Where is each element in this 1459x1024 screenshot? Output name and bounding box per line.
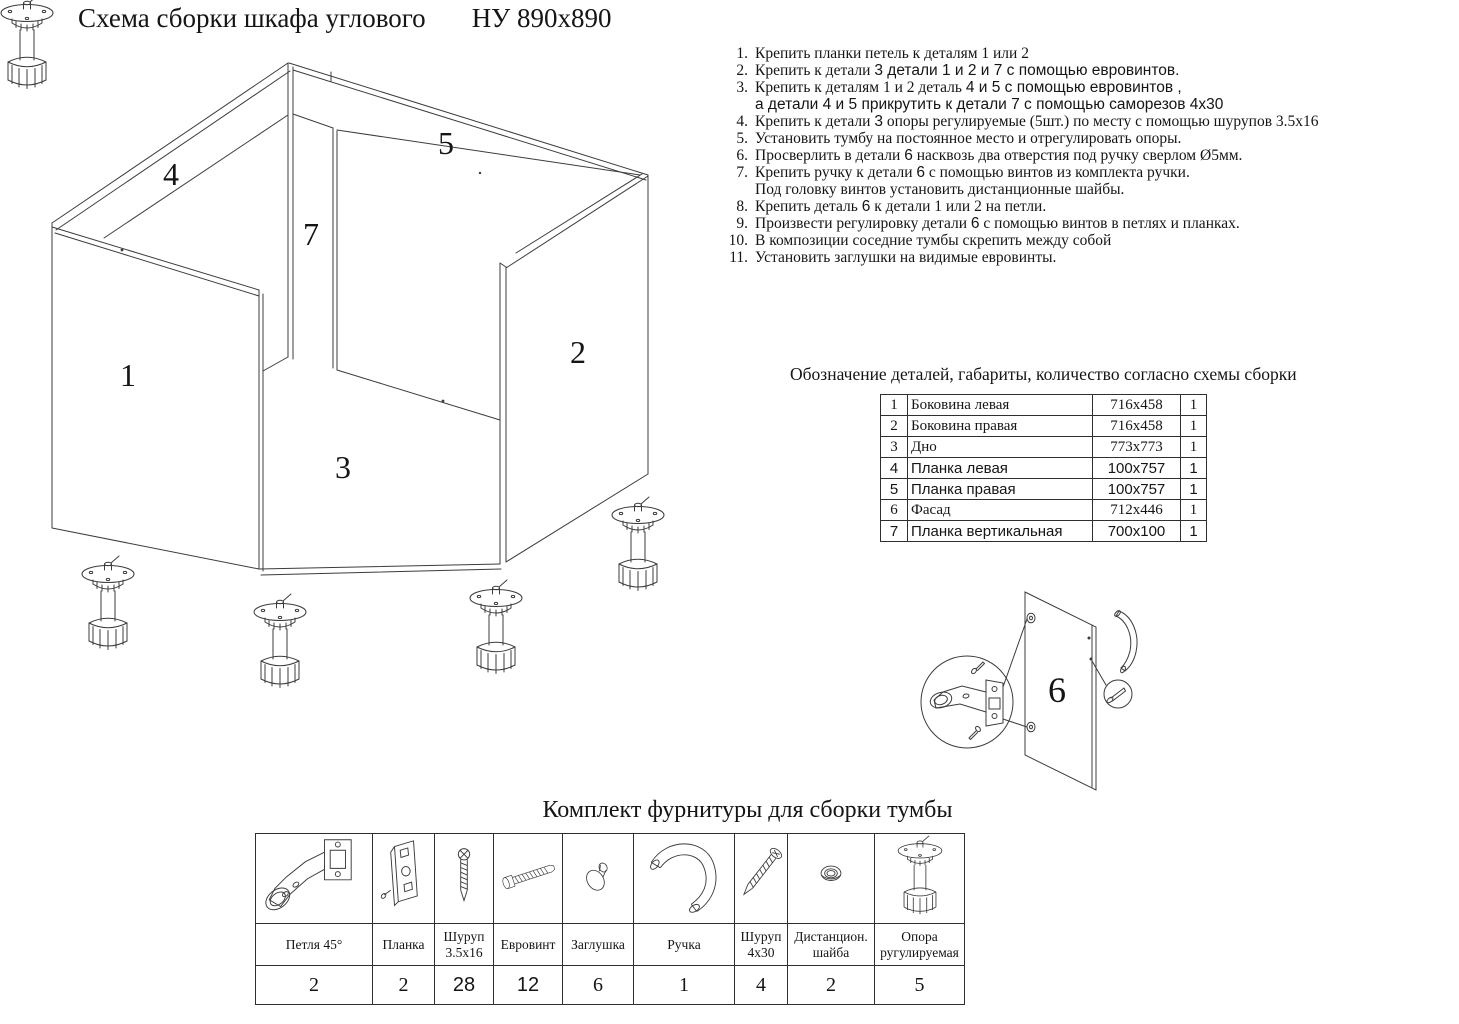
parts-size-cell: 773х773 bbox=[1093, 437, 1181, 458]
instruction-text: Крепить планки петель к деталям 1 или 2 bbox=[755, 45, 1029, 62]
parts-table-row bbox=[881, 500, 1207, 521]
parts-name-cell: Боковина левая bbox=[908, 395, 1093, 416]
parts-size-cell: 700х100 bbox=[1093, 521, 1181, 542]
fitting-count: 28 bbox=[435, 966, 494, 1005]
plank-left-lines bbox=[52, 63, 290, 238]
instruction-item bbox=[718, 147, 1458, 164]
instruction-text: Произвести регулировку детали 6 с помощью винтов в петлях и планках. bbox=[755, 215, 1240, 232]
adjustable-foot-icon bbox=[82, 556, 134, 650]
instruction-number bbox=[718, 181, 748, 198]
parts-qty-cell: 1 bbox=[1181, 521, 1207, 542]
parts-table-row bbox=[881, 416, 1207, 437]
instruction-item bbox=[718, 96, 1458, 113]
instruction-number: 7. bbox=[736, 164, 748, 181]
door-part-label-6: 6 bbox=[1048, 670, 1066, 710]
instruction-number: 3. bbox=[736, 79, 748, 96]
screw-4x30-icon bbox=[735, 834, 788, 924]
hinge-detail-balloon bbox=[921, 619, 1027, 748]
instruction-item bbox=[718, 164, 1458, 181]
parts-qty-cell: 1 bbox=[1181, 437, 1207, 458]
parts-size-cell: 100х757 bbox=[1093, 479, 1181, 500]
fitting-count: 12 bbox=[494, 966, 563, 1005]
fitting-label: Шуруп 3.5х16 bbox=[435, 924, 494, 966]
parts-name-cell: Планка левая bbox=[908, 458, 1093, 479]
instruction-text: Под головку винтов установить дистанционные шайбы. bbox=[755, 181, 1125, 198]
adjustable-foot-icon bbox=[470, 580, 522, 674]
parts-qty-cell: 1 bbox=[1181, 395, 1207, 416]
page-title-model: НУ 890х890 bbox=[471, 3, 612, 33]
adjustable-foot-icon bbox=[875, 834, 965, 924]
parts-num-cell: 5 bbox=[881, 479, 908, 500]
leader-line bbox=[1092, 661, 1106, 685]
fitting-count: 6 bbox=[563, 966, 634, 1005]
instruction-item bbox=[718, 62, 1458, 79]
parts-table-row bbox=[881, 395, 1207, 416]
fitting-label: Планка bbox=[373, 924, 435, 966]
fitting-count: 2 bbox=[256, 966, 373, 1005]
instruction-item bbox=[718, 215, 1458, 232]
plank-right-lines bbox=[289, 63, 648, 180]
instruction-text: Просверлить в детали 6 насквозь два отверстия под ручку сверлом Ø5мм. bbox=[755, 147, 1243, 164]
hinge-45-icon bbox=[261, 835, 367, 917]
instruction-item bbox=[718, 45, 1458, 62]
instruction-number: 8. bbox=[736, 198, 748, 215]
part-label-2: 2 bbox=[570, 334, 586, 370]
instruction-text: Крепить деталь 6 к детали 1 или 2 на петли. bbox=[755, 198, 1047, 215]
fitting-count: 1 bbox=[634, 966, 735, 1005]
cap-plug-icon bbox=[563, 834, 634, 924]
spacer-washer-icon bbox=[788, 834, 875, 924]
screw-35x16-icon bbox=[435, 834, 494, 924]
adjustable-foot-icon bbox=[1, 0, 53, 89]
page-title-text: Схема сборки шкафа углового bbox=[78, 3, 426, 33]
parts-num-cell: 3 bbox=[881, 437, 908, 458]
parts-num-cell: 2 bbox=[881, 416, 908, 437]
adjustable-foot-icon bbox=[612, 497, 664, 591]
fitting-count: 2 bbox=[788, 966, 875, 1005]
instruction-number: 1. bbox=[736, 45, 748, 62]
part-label-5: 5 bbox=[438, 125, 454, 161]
part-label-7: 7 bbox=[303, 216, 319, 252]
parts-num-cell: 1 bbox=[881, 395, 908, 416]
instruction-number bbox=[718, 96, 748, 113]
parts-name-cell: Дно bbox=[908, 437, 1093, 458]
screw-position-dots bbox=[121, 172, 482, 403]
fitting-count: 5 bbox=[875, 966, 965, 1005]
side-panel-left-lines bbox=[52, 223, 263, 571]
screw-4x30-icon bbox=[735, 840, 787, 912]
instruction-text: Крепить к детали 3 опоры регулируемые (5шт.) по месту с помощью шурупов 3.5х16 bbox=[755, 113, 1319, 130]
instruction-item bbox=[718, 249, 1458, 266]
assembly-instructions-list bbox=[718, 45, 1458, 266]
parts-table-title: Обозначение деталей, габариты, количество согласно схемы сборки bbox=[790, 364, 1297, 384]
bottom-panel-lines bbox=[259, 370, 501, 575]
fittings-labels-row bbox=[256, 924, 965, 966]
fitting-label: Опора ругулируемая bbox=[875, 924, 965, 966]
fitting-label: Заглушка bbox=[563, 924, 634, 966]
part-label-1: 1 bbox=[120, 357, 136, 393]
fitting-label: Ручка bbox=[634, 924, 735, 966]
fittings-icons-row bbox=[256, 834, 965, 924]
instruction-item bbox=[718, 198, 1458, 215]
adjustable-foot-icon bbox=[254, 594, 306, 688]
parts-name-cell: Планка вертикальная bbox=[908, 521, 1093, 542]
parts-qty-cell: 1 bbox=[1181, 458, 1207, 479]
instruction-text: Крепить к деталям 1 и 2 деталь 4 и 5 с помощью евровинтов , bbox=[755, 79, 1182, 96]
part-labels bbox=[120, 125, 586, 485]
parts-num-cell: 6 bbox=[881, 500, 908, 521]
instruction-item bbox=[718, 181, 1458, 198]
door-handle-lines bbox=[1114, 610, 1137, 674]
instruction-item bbox=[718, 232, 1458, 249]
instruction-number: 11. bbox=[729, 249, 748, 266]
parts-num-cell: 7 bbox=[881, 521, 908, 542]
mounting-plate-icon bbox=[380, 838, 428, 914]
fitting-label: Дистанцион. шайба bbox=[788, 924, 875, 966]
parts-table bbox=[880, 394, 1207, 542]
fitting-label: Петля 45° bbox=[256, 924, 373, 966]
part-label-4: 4 bbox=[163, 156, 179, 192]
euro-screw-icon bbox=[494, 834, 563, 924]
instruction-item bbox=[718, 113, 1458, 130]
instruction-text: Установить заглушки на видимые евровинты. bbox=[755, 249, 1057, 266]
parts-size-cell: 716х458 bbox=[1093, 395, 1181, 416]
instruction-text: В композиции соседние тумбы скрепить между собой bbox=[755, 232, 1112, 249]
screw-35x16-icon bbox=[447, 845, 481, 907]
parts-qty-cell: 1 bbox=[1181, 479, 1207, 500]
parts-table-row bbox=[881, 437, 1207, 458]
handle-icon bbox=[634, 834, 735, 924]
fittings-table-title: Комплект фурнитуры для сборки тумбы bbox=[542, 797, 953, 823]
parts-name-cell: Планка правая bbox=[908, 479, 1093, 500]
leader-line bbox=[1003, 619, 1027, 687]
parts-size-cell: 712х446 bbox=[1093, 500, 1181, 521]
cabinet-assembly-diagram bbox=[0, 0, 740, 760]
parts-num-cell: 4 bbox=[881, 458, 908, 479]
part-label-3: 3 bbox=[335, 449, 351, 485]
parts-qty-cell: 1 bbox=[1181, 416, 1207, 437]
instruction-number: 9. bbox=[736, 215, 748, 232]
handle-icon bbox=[636, 835, 732, 917]
parts-size-cell: 716х458 bbox=[1093, 416, 1181, 437]
cap-plug-icon bbox=[581, 853, 615, 899]
fitting-count: 4 bbox=[735, 966, 788, 1005]
parts-table-row bbox=[881, 458, 1207, 479]
fittings-counts-row bbox=[256, 966, 965, 1005]
instruction-number: 2. bbox=[736, 62, 748, 79]
fittings-table bbox=[255, 833, 965, 1005]
instruction-number: 5. bbox=[736, 130, 748, 147]
parts-table-row bbox=[881, 479, 1207, 500]
vertical-plank-lines bbox=[263, 63, 337, 371]
parts-table-row bbox=[881, 521, 1207, 542]
euro-screw-icon bbox=[496, 850, 560, 902]
adjustable-foot-icon bbox=[895, 834, 945, 918]
instruction-text: Крепить к детали 3 детали 1 и 2 и 7 с помощью евровинтов. bbox=[755, 62, 1180, 79]
instruction-item bbox=[718, 130, 1458, 147]
instruction-text: Установить тумбу на постоянное место и отрегулировать опоры. bbox=[755, 130, 1182, 147]
instruction-text: а детали 4 и 5 прикрутить к детали 7 с помощью саморезов 4х30 bbox=[755, 96, 1224, 113]
instruction-number: 10. bbox=[728, 232, 748, 249]
fitting-count: 2 bbox=[373, 966, 435, 1005]
parts-name-cell: Боковина правая bbox=[908, 416, 1093, 437]
fitting-label: Шуруп 4х30 bbox=[735, 924, 788, 966]
parts-size-cell: 100х757 bbox=[1093, 458, 1181, 479]
instruction-number: 6. bbox=[736, 147, 748, 164]
instruction-number: 4. bbox=[736, 113, 748, 130]
parts-name-cell: Фасад bbox=[908, 500, 1093, 521]
instruction-text: Крепить ручку к детали 6 с помощью винтов из комплекта ручки. bbox=[755, 164, 1190, 181]
instruction-item bbox=[718, 79, 1458, 96]
spacer-washer-icon bbox=[809, 858, 853, 894]
mounting-plate-icon bbox=[373, 834, 435, 924]
hinge-45-icon bbox=[256, 834, 373, 924]
parts-qty-cell: 1 bbox=[1181, 500, 1207, 521]
door-detail-diagram bbox=[900, 570, 1170, 815]
fitting-label: Евровинт bbox=[494, 924, 563, 966]
